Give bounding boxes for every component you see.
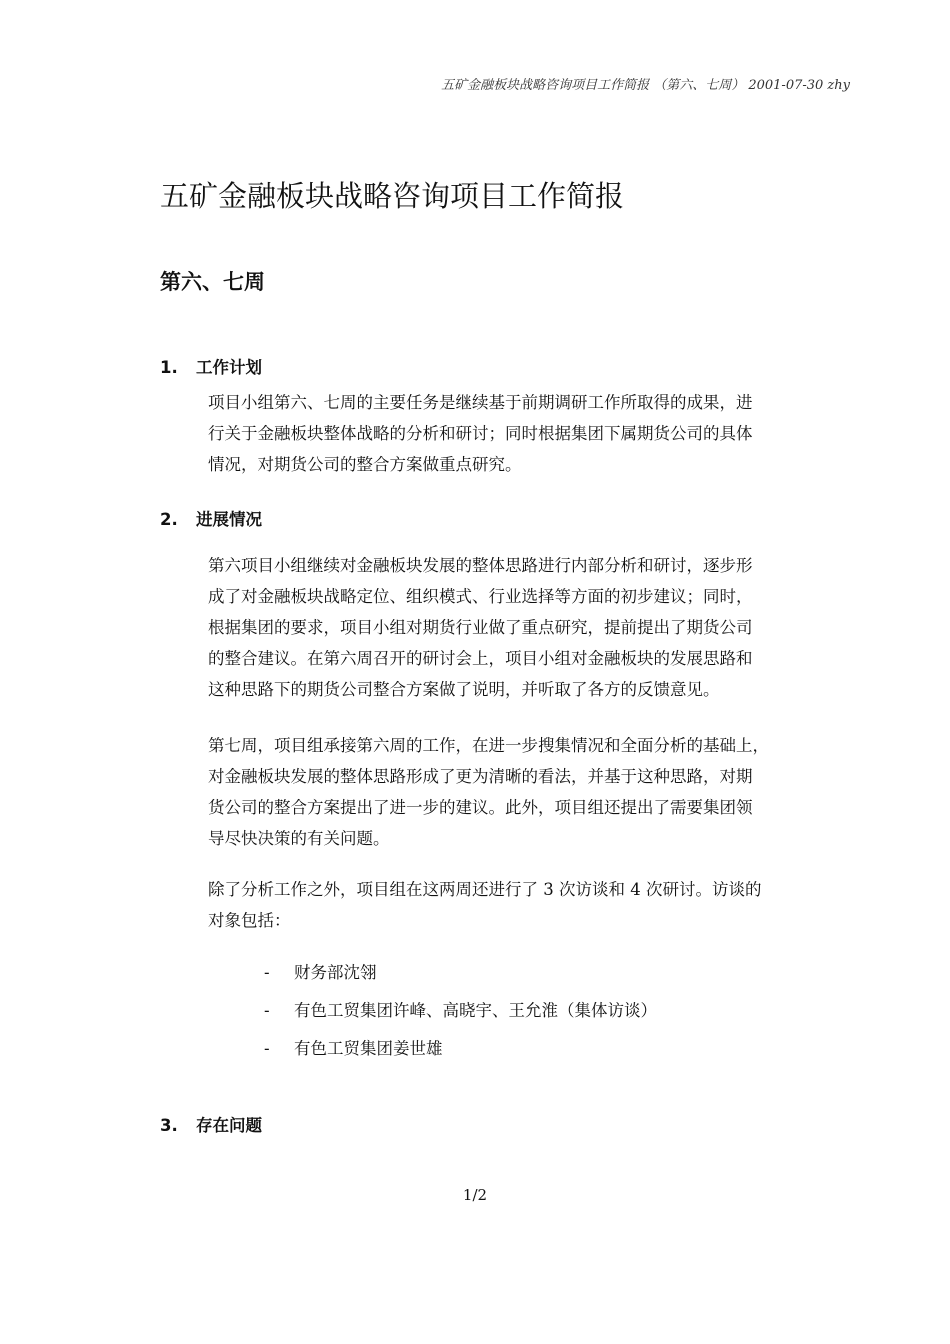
list-item	[264, 1034, 657, 1072]
text-line: 根据集团的要求，项目小组对期货行业做了重点研究，提前提出了期货公司	[208, 618, 753, 637]
running-header: 五矿金融板块战略咨询项目工作简报 （第六、七周） 2001-07-30 zhy	[441, 78, 850, 93]
text-line: 对象包括：	[208, 911, 291, 930]
text-line: 项目小组第六、七周的主要任务是继续基于前期调研工作所取得的成果，进	[208, 393, 753, 412]
section-title: 存在问题	[196, 1116, 262, 1135]
text-line: 的整合建议。在第六周召开的研讨会上，项目小组对金融板块的发展思路和	[208, 649, 753, 668]
text-line: 这种思路下的期货公司整合方案做了说明，并听取了各方的反馈意见。	[208, 680, 720, 699]
interviewee-list	[264, 958, 657, 1072]
section-title: 进展情况	[196, 510, 262, 529]
section-title: 工作计划	[196, 358, 262, 377]
section-1-paragraph	[208, 387, 858, 480]
text-line: 货公司的整合方案提出了进一步的建议。此外，项目组还提出了需要集团领	[208, 798, 753, 817]
list-item-text: 有色工贸集团姜世雄	[294, 1039, 443, 1058]
text-line: 第六项目小组继续对金融板块发展的整体思路进行内部分析和研讨，逐步形	[208, 556, 753, 575]
text-line: 导尽快决策的有关问题。	[208, 829, 390, 848]
section-2-paragraph-2	[208, 730, 858, 854]
list-item	[264, 958, 657, 996]
text-line: 对金融板块发展的整体思路形成了更为清晰的看法，并基于这种思路，对期	[208, 767, 753, 786]
section-2-heading	[160, 506, 262, 530]
text-line: 除了分析工作之外，项目组在这两周还进行了 3 次访谈和 4 次研讨。访谈的	[208, 880, 762, 899]
document-subtitle: 第六、七周	[160, 270, 265, 294]
text-line: 成了对金融板块战略定位、组织模式、行业选择等方面的初步建议；同时，	[208, 587, 753, 606]
section-number: 1.	[160, 358, 178, 377]
section-number: 2.	[160, 510, 178, 529]
section-2-paragraph-3	[208, 874, 858, 936]
list-item-text: 财务部沈翎	[294, 963, 377, 982]
text-line: 第七周，项目组承接第六周的工作，在进一步搜集情况和全面分析的基础上，	[208, 736, 769, 755]
list-marker: -	[264, 1001, 270, 1020]
list-item-text: 有色工贸集团许峰、高晓宇、王允淮（集体访谈）	[294, 1001, 657, 1020]
section-3-heading	[160, 1112, 262, 1136]
text-line: 行关于金融板块整体战略的分析和研讨；同时根据集团下属期货公司的具体	[208, 424, 753, 443]
section-2-paragraph-1	[208, 550, 858, 705]
page-number: 1/2	[462, 1186, 488, 1204]
section-number: 3.	[160, 1116, 178, 1135]
list-item	[264, 996, 657, 1034]
list-marker: -	[264, 1039, 270, 1058]
section-1-heading	[160, 354, 262, 378]
text-line: 情况，对期货公司的整合方案做重点研究。	[208, 455, 522, 474]
document-title: 五矿金融板块战略咨询项目工作简报	[160, 179, 625, 213]
list-marker: -	[264, 963, 270, 982]
